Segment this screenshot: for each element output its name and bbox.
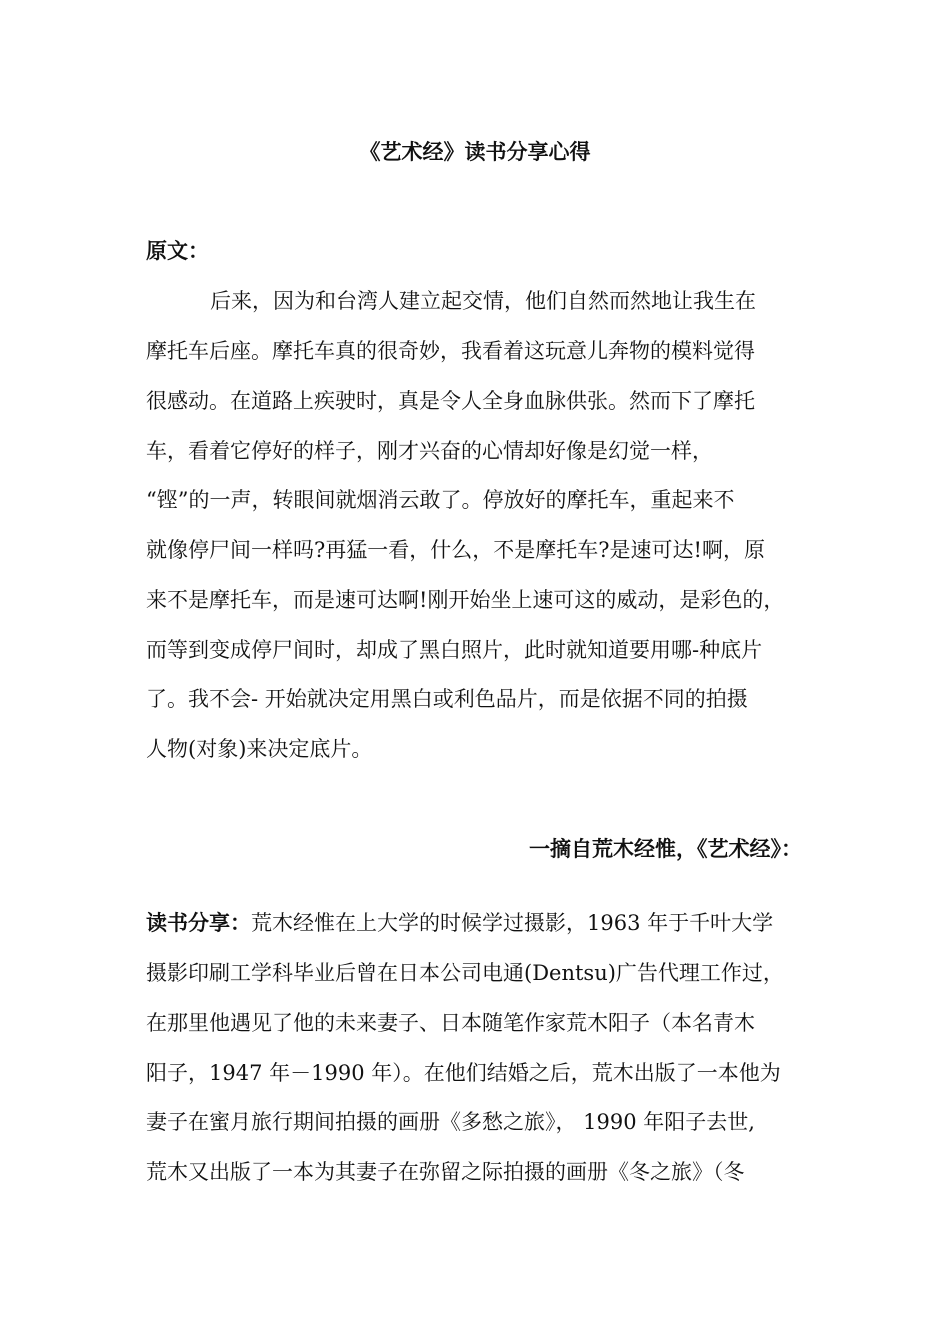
original-line: 人物(对象)来决定底片。 — [146, 737, 373, 761]
original-line: 后来，因为和台湾人建立起交情，他们自然而然地让我生在 — [210, 289, 756, 313]
original-line: 很感动。在道路上疾驶时，真是令人全身血脉供张。然而下了摩托 — [146, 389, 755, 413]
share-line: 荒木经惟在上大学的时候学过摄影，1963 年于千叶大学 — [251, 911, 774, 935]
share-label: 读书分享： — [146, 910, 251, 935]
original-line: 摩托车后座。摩托车真的很奇妙，我看着这玩意儿奔物的模料觉得 — [146, 339, 755, 363]
original-line: 车，看着它停好的样子，刚才兴奋的心情却好像是幻觉一样， — [146, 439, 713, 463]
share-line: 阳子，1947 年－1990 年）。在他们结婚之后，荒木出版了一本他为 — [146, 1061, 781, 1085]
share-line: 在那里他遇见了他的未来妻子、日本随笔作家荒木阳子（本名青木 — [146, 1011, 755, 1035]
original-line: 就像停尸间一样吗?再猛一看，什么，不是摩托车?是速可达!啊，原 — [146, 538, 765, 562]
original-line: “铿”的一声，转眼间就烟消云敢了。停放好的摩托车，重起来不 — [146, 488, 735, 512]
share-line: 妻子在蜜月旅行期间拍摄的画册《多愁之旅》， 1990 年阳子去世, — [146, 1110, 755, 1134]
share-first-line — [146, 908, 826, 938]
share-line: 摄影印刷工学科毕业后曾在日本公司电通(Dentsu)广告代理工作过， — [146, 961, 784, 985]
original-line: 而等到变成停尸间时，却成了黑白照片，此时就知道要用哪-种底片 — [146, 638, 763, 662]
original-line: 了。我不会- 开始就决定用黑白或利色品片，而是依据不同的拍摄 — [146, 687, 748, 711]
document-title: 《艺术经》读书分享心得 — [359, 139, 591, 164]
original-label: 原文： — [146, 238, 209, 263]
source-attribution: 一摘自荒木经惟，《艺术经》： — [529, 836, 802, 861]
share-line: 荒木又出版了一本为其妻子在弥留之际拍摄的画册《冬之旅》（冬 — [146, 1160, 745, 1184]
original-line: 来不是摩托车，而是速可达啊!刚开始坐上速可这的威动，是彩色的， — [146, 588, 785, 612]
